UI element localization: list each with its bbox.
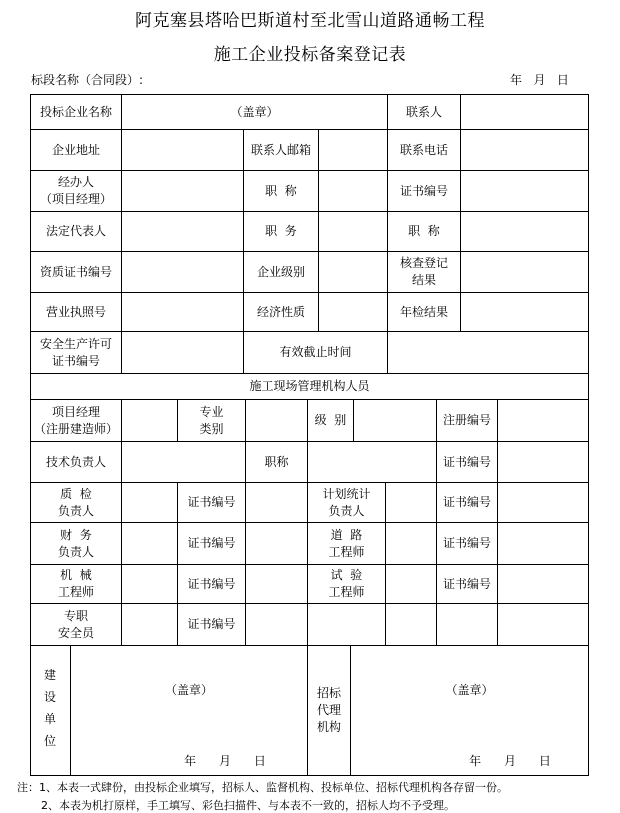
finance-lead-label: 财 务 负责人 <box>57 527 94 559</box>
agent-label: 经办人 （项目经理） <box>39 175 112 206</box>
document-title: 阿克塞县塔哈巴斯道村至北雪山道路通畅工程 <box>135 11 485 31</box>
quality-lead-label: 质 检 负责人 <box>57 486 94 518</box>
contact-email-label: 联系人邮箱 <box>250 142 311 157</box>
title-rank-label-2: 职称 <box>264 454 289 469</box>
annual-check-label: 年检结果 <box>399 304 448 319</box>
title-label: 职 称 <box>408 224 440 238</box>
management-staff-header: 施工现场管理机构人员 <box>249 379 370 393</box>
address-label: 企业地址 <box>51 142 100 157</box>
project-manager-label: 项目经理 （注册建造师） <box>33 404 118 436</box>
mechanical-engineer-label: 机 械 工程师 <box>57 568 94 599</box>
qualification-cert-label: 资质证书编号 <box>39 264 112 279</box>
road-engineer-label: 道 路 工程师 <box>328 527 365 559</box>
date-right: 年 月 日 <box>469 753 551 768</box>
registration-number-label: 注册编号 <box>442 413 491 427</box>
seal-placeholder: （盖章） <box>230 104 279 119</box>
safety-permit-label: 安全生产许可 证书编号 <box>39 336 112 368</box>
business-license-label: 营业执照号 <box>45 304 106 319</box>
construction-unit-label: 建设单位 <box>43 668 56 748</box>
note-2: 2、本表为机打原样，手工填写、彩色扫描件、与本表不一致的，招标人均不予受理。 <box>41 799 455 812</box>
bidder-name-label: 投标企业名称 <box>39 104 112 119</box>
date-left: 年 月 日 <box>184 753 266 768</box>
cert-number-label-4: 证书编号 <box>442 495 491 509</box>
note-1: 注：1、本表一式肆份，由投标企业填写，招标人、监督机构、投标单位、招标代理机构各存留一份。 <box>17 781 508 794</box>
contact-phone-label: 联系电话 <box>399 142 448 157</box>
position-label: 职 务 <box>265 224 297 238</box>
economic-nature-label: 经济性质 <box>256 304 305 319</box>
section-name-label: 标段名称（合同段）: <box>31 73 144 87</box>
seal-right: （盖章） <box>445 682 494 697</box>
enterprise-grade-label: 企业级别 <box>256 264 305 279</box>
title-rank-label: 职 称 <box>265 183 297 198</box>
agency-label: 招标 代理 机构 <box>316 685 341 734</box>
legal-rep-label: 法定代表人 <box>45 224 106 238</box>
technical-lead-label: 技术负责人 <box>45 454 106 469</box>
valid-until-label: 有效截止时间 <box>279 345 352 359</box>
cert-number-label-8: 证书编号 <box>442 576 491 591</box>
test-engineer-label: 试 验 工程师 <box>328 568 365 599</box>
level-label: 级 别 <box>314 413 347 427</box>
seal-left: （盖章） <box>164 682 213 697</box>
cert-number-label-3: 证书编号 <box>187 495 236 509</box>
cert-number-label: 证书编号 <box>399 183 448 198</box>
header-date: 年 月 日 <box>510 73 569 87</box>
safety-officer-label: 专职 安全员 <box>57 608 94 640</box>
planning-lead-label: 计划统计 负责人 <box>322 486 371 518</box>
cert-number-label-6: 证书编号 <box>442 536 491 550</box>
contact-label: 联系人 <box>405 104 442 119</box>
cert-number-label-2: 证书编号 <box>442 454 491 469</box>
major-category-label: 专业 类别 <box>199 404 224 436</box>
check-registration-label: 核查登记 结果 <box>399 256 448 287</box>
cert-number-label-7: 证书编号 <box>187 576 236 591</box>
cert-number-label-9: 证书编号 <box>187 617 236 631</box>
cert-number-label-5: 证书编号 <box>187 536 236 550</box>
document-subtitle: 施工企业投标备案登记表 <box>213 45 407 65</box>
